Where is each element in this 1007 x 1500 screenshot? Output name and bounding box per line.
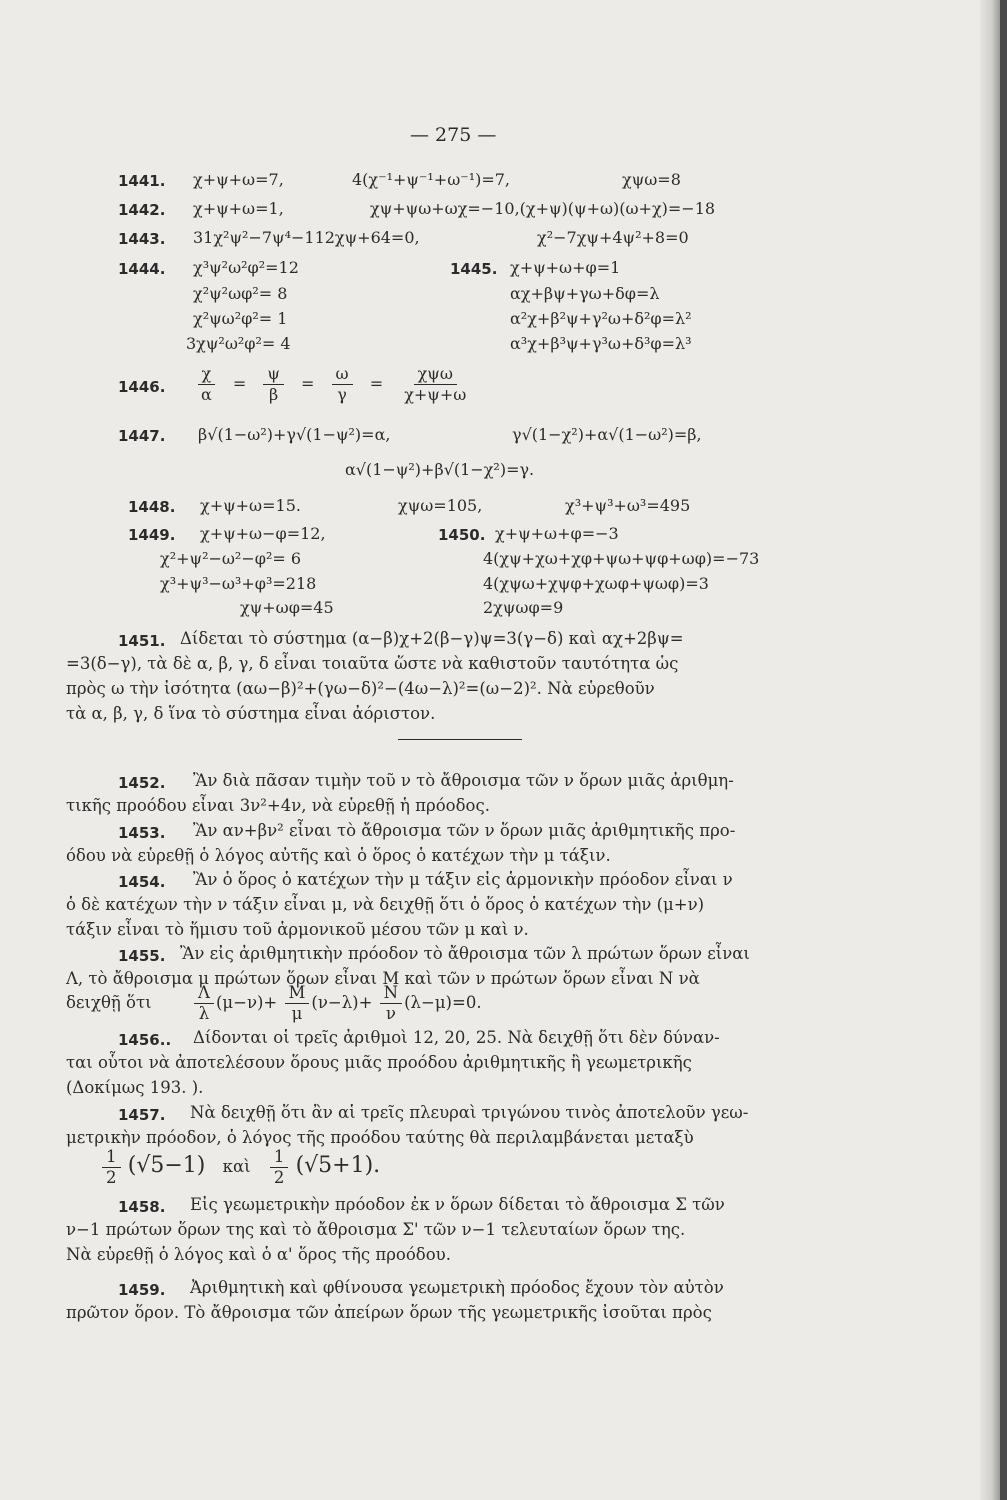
- equation: χψ+ωφ=45: [240, 598, 334, 617]
- equation: χ³ψ²ω²φ²=12: [193, 258, 299, 277]
- paragraph-line: τάξιν εἶναι τὸ ἥμισυ τοῦ ἁρμονικοῦ μέσου τῶν μ καὶ ν.: [66, 920, 529, 939]
- equation: χψω=105,: [398, 496, 483, 515]
- section-divider: [398, 739, 522, 740]
- equation: 4(χψω+χψφ+χωφ+ψωφ)=3: [483, 574, 709, 593]
- equation: 31χ²ψ²−7ψ⁴−112χψ+64=0,: [193, 228, 420, 247]
- equation: α²χ+β²ψ+γ²ω+δ²φ=λ²: [510, 309, 692, 328]
- proportion-equation: $\frac{\chi}{\alpha}$ = $\frac{\psi}{\beta}$ = $\frac{\omega}{\gamma}$ = $\frac{\text{χψω}}{\chi+\psi+\omega}$: [195, 364, 472, 405]
- equation: χ²+ψ²−ω²−φ²= 6: [160, 549, 302, 568]
- paragraph-line: τὰ α, β, γ, δ ἵνα τὸ σύστημα εἶναι ἀόριστον.: [66, 704, 436, 723]
- problem-number: 1456..: [118, 1031, 172, 1049]
- paragraph-line: Νὰ δειχθῇ ὅτι ἂν αἱ τρεῖς πλευραὶ τριγώνου τινὸς ἀποτελοῦν γεω-: [190, 1103, 749, 1122]
- equation: χ+ψ+ω−φ=12,: [200, 524, 326, 543]
- problem-number: 1444.: [118, 260, 166, 278]
- equation: χ+ψ+ω=1,: [193, 199, 284, 218]
- paragraph-line: πρὸς ω τὴν ἰσότητα (αω−β)²+(γω−δ)²−(4ω−λ)²=(ω−2)². Νὰ εὑρεθοῦν: [66, 679, 655, 698]
- problem-number: 1445.: [450, 260, 498, 278]
- equation: χ³+ψ³+ω³=495: [565, 496, 691, 515]
- paragraph-line: όδου νὰ εὑρεθῇ ὁ λόγος αὐτῆς καὶ ὁ ὅρος ὁ κατέχων τὴν μ τάξιν.: [66, 846, 611, 865]
- paragraph-line: Νὰ εὑρεθῇ ὁ λόγος καὶ ὁ α' ὅρος τῆς προόδου.: [66, 1245, 451, 1264]
- paragraph-line: ται οὗτοι νὰ ἀποτελέσουν ὅρους μιᾶς προόδου ἀριθμητικῆς ἢ γεωμετρικῆς: [66, 1053, 692, 1072]
- equation: χ³+ψ³−ω³+φ³=218: [160, 574, 317, 593]
- problem-number: 1455.: [118, 947, 166, 965]
- equation: χ²−7χψ+4ψ²+8=0: [537, 228, 689, 247]
- equation: χψω=8: [622, 170, 681, 189]
- paragraph-line: Ἂν ὁ ὅρος ὁ κατέχων τὴν μ τάξιν εἰς ἁρμονικὴν πρόοδον εἶναι ν: [193, 870, 733, 889]
- paragraph-line: Ἀριθμητικὴ καὶ φθίνουσα γεωμετρικὴ πρόοδος ἔχουν τὸν αὐτὸν: [190, 1278, 724, 1297]
- equation: χ²ψ²ωφ²= 8: [193, 284, 288, 303]
- problem-number: 1450.: [438, 526, 486, 544]
- paragraph-line: Ἂν διὰ πᾶσαν τιμὴν τοῦ ν τὸ ἄθροισμα τῶν ν ὅρων μιᾶς ἀριθμη-: [193, 771, 734, 790]
- problem-number: 1454.: [118, 873, 166, 891]
- problem-number: 1449.: [128, 526, 176, 544]
- paragraph-line: =3(δ−γ), τὰ δὲ α, β, γ, δ εἶναι τοιαῦτα ὥστε νὰ καθιστοῦν ταυτότητα ὡς: [66, 654, 679, 673]
- equation: χ+ψ+ω=15.: [200, 496, 301, 515]
- problem-number: 1457.: [118, 1106, 166, 1124]
- problem-number: 1458.: [118, 1198, 166, 1216]
- paragraph-line: πρῶτον ὅρον. Τὸ ἄθροισμα τῶν ἀπείρων ὅρων τῆς γεωμετρικῆς ἰσοῦται πρὸς: [66, 1303, 712, 1322]
- equation: χψ+ψω+ωχ=−10,(χ+ψ)(ψ+ω)(ω+χ)=−18: [370, 199, 716, 218]
- paragraph-line: μετρικὴν πρόοδον, ὁ λόγος τῆς προόδου ταύτης θὰ περιλαμβάνεται μεταξὺ: [66, 1128, 694, 1147]
- formula-line: δειχθῇ ὅτι $\frac{\Lambda}{\lambda}$ (μ−ν)+ $\frac{M}{\mu}$ (ν−λ)+ $\frac{N}{\nu}$ (λ−μ)=0.: [66, 983, 482, 1023]
- formula-line: $\frac{1}{2}$ (√5−1) καὶ $\frac{1}{2}$ (√5+1).: [100, 1147, 380, 1188]
- equation: α³χ+β³ψ+γ³ω+δ³φ=λ³: [510, 334, 692, 353]
- problem-number: 1446.: [118, 378, 166, 396]
- problem-number: 1451.: [118, 632, 166, 650]
- paragraph-line: Εἰς γεωμετρικὴν πρόοδον ἐκ ν ὅρων δίδεται τὸ ἄθροισμα Σ τῶν: [190, 1195, 725, 1214]
- problem-number: 1447.: [118, 427, 166, 445]
- equation: 4(χ⁻¹+ψ⁻¹+ω⁻¹)=7,: [352, 170, 511, 189]
- paragraph-line: (Δοκίμως 193. ).: [66, 1078, 204, 1097]
- equation: 2χψωφ=9: [483, 598, 564, 617]
- paragraph-line: ν−1 πρώτων ὅρων της καὶ τὸ ἄθροισμα Σ' τῶν ν−1 τελευταίων ὅρων της.: [66, 1220, 686, 1239]
- equation: β√(1−ω²)+γ√(1−ψ²)=α,: [198, 425, 391, 444]
- problem-number: 1443.: [118, 230, 166, 248]
- equation: 3χψ²ω²φ²= 4: [186, 334, 291, 353]
- equation: α√(1−ψ²)+β√(1−χ²)=γ.: [345, 460, 535, 479]
- equation: χ²ψω²φ²= 1: [193, 309, 288, 328]
- paragraph-line: ὁ δὲ κατέχων τὴν ν τάξιν εἶναι μ, νὰ δειχθῇ ὅτι ὁ ὅρος ὁ κατέχων τὴν (μ+ν): [66, 895, 705, 914]
- paragraph-line: Λ, τὸ ἄθροισμα μ πρώτων ὅρων εἶναι Μ καὶ τῶν ν πρώτων ὅρων εἶναι Ν νὰ: [66, 969, 700, 988]
- paragraph-line: τικῆς προόδου εἶναι 3ν²+4ν, νὰ εὑρεθῇ ἡ πρόοδος.: [66, 796, 490, 815]
- equation: χ+ψ+ω=7,: [193, 170, 284, 189]
- page-edge-shadow: [980, 0, 1000, 1500]
- page-number: — 275 —: [410, 124, 497, 146]
- problem-number: 1441.: [118, 172, 166, 190]
- problem-number: 1459.: [118, 1281, 166, 1299]
- paragraph-line: Δίδεται τὸ σύστημα (α−β)χ+2(β−γ)ψ=3(γ−δ) καὶ αχ+2βψ=: [180, 629, 684, 648]
- problem-number: 1442.: [118, 201, 166, 219]
- problem-number: 1452.: [118, 774, 166, 792]
- equation: γ√(1−χ²)+α√(1−ω²)=β,: [512, 425, 702, 444]
- equation: χ+ψ+ω+φ=−3: [495, 524, 619, 543]
- problem-number: 1448.: [128, 498, 176, 516]
- equation: χ+ψ+ω+φ=1: [510, 258, 621, 277]
- equation: 4(χψ+χω+χφ+ψω+ψφ+ωφ)=−73: [483, 549, 760, 568]
- equation: αχ+βψ+γω+δφ=λ: [510, 284, 660, 303]
- paragraph-line: Ἂν αν+βν² εἶναι τὸ ἄθροισμα τῶν ν ὅρων μιᾶς ἀριθμητικῆς προ-: [193, 821, 736, 840]
- problem-number: 1453.: [118, 824, 166, 842]
- paragraph-line: Δίδονται οἱ τρεῖς ἀριθμοὶ 12, 20, 25. Νὰ δειχθῇ ὅτι δὲν δύναν-: [193, 1028, 720, 1047]
- paragraph-line: Ἂν εἰς ἀριθμητικὴν πρόοδον τὸ ἄθροισμα τῶν λ πρώτων ὅρων εἶναι: [180, 944, 750, 963]
